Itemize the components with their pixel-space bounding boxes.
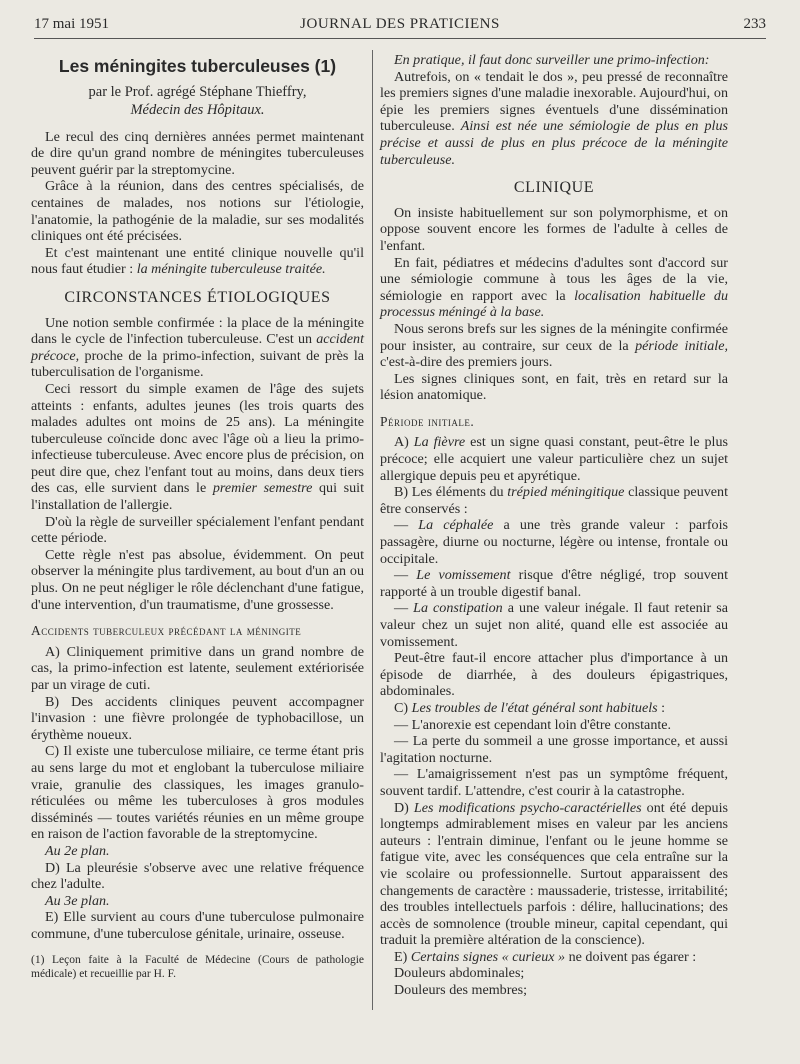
paragraph: — L'anorexie est cependant loin d'être constante. <box>394 716 672 733</box>
paragraph: Le recul des cinq dernières années permet maintenant de dire qu'un grand nombre de méningites tuberculeuses peuvent guérir par la streptomycine. <box>31 128 364 178</box>
paragraph: Et c'est maintenant une entité clinique nouvelle qu'il nous faut étudier : la méningite tuberculeuse traitée. <box>31 244 364 278</box>
paragraph: Nous serons brefs sur les signes de la méningite confirmée pour insister, au contraire, sur ceux de la période initiale, c'est-à-dire des premiers jours. <box>380 320 729 371</box>
article-title: Les méningites tuberculeuses (1) <box>58 56 337 76</box>
paragraph: Une notion semble confirmée : la place de la méningite dans le cycle de l'infection tuberculeuse. C'est un accident précoce, proche de la primo-infection, suivant de près la tuberculisation de l'organisme. <box>31 314 364 381</box>
paragraph: En pratique, il faut donc surveiller une primo-infection: <box>394 52 710 68</box>
paragraph: C) Les troubles de l'état général sont habituels : <box>394 699 666 716</box>
paragraph: D) La pleurésie s'observe avec une relative fréquence chez l'adulte. <box>31 859 364 893</box>
paragraph: A) La fièvre est un signe quasi constant, peut-être le plus précoce; elle acquiert une valeur particulière chez un sujet allergique depuis peu et apyrétique. <box>380 434 729 484</box>
spacer <box>31 119 364 129</box>
paragraph: Autrefois, on « tendait le dos », peu pressé de reconnaître les premiers signes d'une maladie inexorable. Aujourd'hui, on épie les premiers signes éventuels d'une dissémination tuberculeuse. Ainsi est née une sémiologie de plus en plus précise et aussi de plus en plus précoce de la méningite tuberculeuse. <box>380 68 728 168</box>
paragraph: C) Il existe une tuberculose miliaire, ce terme étant pris au sens large du mot et englobant la tuberculose miliaire vraie, granulie des classiques, les images granulo-réticulées ou même les tuberculoses à gros modules disséminés — toutes variétés réunies en un même groupe en raison de l'action favorable de la streptomycine. <box>31 743 364 843</box>
paragraph: A) Cliniquement primitive dans un grand nombre de cas, la primo-infection est latente, seulement extériorisée par un virage de cuti. <box>31 643 364 693</box>
paragraph: D) Les modifications psycho-caractérielles ont été depuis longtemps admirablement mises en valeur par les anciens auteurs : l'entrain diminue, l'enfant ou le jeune homme se fatigue vite, avec les conséquences que cela entraîne sur la vie scolaire ou professionnelle. Surtout apparaissent des changements de caractère : maussaderie, tristesse, irritabilité; des troubles intellectuels parfois : délire, hallucinations; des accès de somnolence (trouble mineur, capital cependant, qui traduit la première altération de la conscience). <box>380 799 728 949</box>
paragraph: Peut-être faut-il encore attacher plus d'importance à un épisode de diarrhée, à des douleurs épigastriques, abdominales. <box>380 650 728 700</box>
paragraph: Les signes cliniques sont, en fait, très en retard sur la lésion anatomique. <box>380 370 728 404</box>
subheading-periode-initiale: Période initiale. <box>380 413 475 429</box>
paragraph: — L'amaigrissement n'est pas un symptôme fréquent, souvent tardif. L'attendre, c'est courir à la catastrophe. <box>380 766 728 799</box>
paragraph: En fait, pédiatres et médecins d'adultes sont d'accord sur une sémiologie commune à tous les âges de la vie, sémiologie en rapport avec la localisation habituelle du processus méningé à la base. <box>380 254 729 321</box>
paragraph: Grâce à la réunion, dans des centres spécialisés, de centaines de malades, nos notions sur l'étiologie, l'anatomie, la pathogénie de la maladie, sur ses modalités cliniques ont été précisées. <box>31 178 364 245</box>
section-heading-etiologie: CIRCONSTANCES ÉTIOLOGIQUES <box>64 288 331 306</box>
paragraph: E) Certains signes « curieux » ne doivent pas égarer : <box>394 948 697 965</box>
subheading-accidents: Accidents tuberculeux précédant la méningite <box>31 623 302 639</box>
paragraph: — La constipation a une valeur inégale. Il faut retenir sa valeur chez un sujet non alité, quand elle est associée au vomissement. <box>380 600 729 650</box>
header-page-number: 233 <box>743 16 766 32</box>
paragraph: D'où la règle de surveiller spécialement l'enfant pendant cette période. <box>31 513 364 547</box>
paragraph: B) Les éléments du trépied méningitique classique peuvent être conservés : <box>380 484 729 517</box>
section-heading-clinique: CLINIQUE <box>513 179 595 197</box>
right-column <box>380 52 728 999</box>
header-journal-title: JOURNAL DES PRATICIENS <box>300 16 500 32</box>
column-divider <box>372 50 373 1010</box>
footnote: (1) Leçon faite à la Faculté de Médecine (Cours de pathologie médicale) et recueillie par H. F. <box>31 953 364 980</box>
paragraph: B) Des accidents cliniques peuvent accompagner l'invasion : une fièvre prolongée de typhobacillose, un érythème noueux. <box>31 693 364 743</box>
paragraph: — La perte du sommeil a une grosse importance, et aussi l'agitation nocturne. <box>380 733 728 766</box>
byline-author: par le Prof. agrégé Stéphane Thieffry, <box>88 83 307 100</box>
plan-label: Au 3e plan. <box>45 892 110 909</box>
header-date: 17 mai 1951 <box>34 16 109 32</box>
paragraph: Ceci ressort du simple examen de l'âge des sujets atteints : enfants, adultes jeunes (les trois quarts des malades adultes ont moins de 25 ans). La méningite tuberculeuse coïncide donc avec l'âge où a lieu la primo-infectieuse tuberculeuse. Avec encore plus de précision, on peut dire que, chez l'enfant tout au moins, dans deux tiers des cas, elle survient dans le premier semestre qui suit l'installation de l'allergie. <box>31 380 365 514</box>
paragraph: E) Elle survient au cours d'une tuberculose pulmonaire commune, d'une tuberculose génitale, urinaire, osseuse. <box>31 909 364 942</box>
paragraph: — La céphalée a une très grande valeur : parfois passagère, diurne ou nocturne, légère ou intense, frontale ou occipitale. <box>380 517 728 567</box>
byline-affiliation: Médecin des Hôpitaux. <box>130 101 265 118</box>
paragraph: On insiste habituellement sur son polymorphisme, et on oppose souvent encore les formes de l'adulte à celles de l'enfant. <box>380 204 728 254</box>
paragraph: — Le vomissement risque d'être négligé, trop souvent rapporté à un trouble digestif banal. <box>380 567 728 600</box>
list-item: Douleurs des membres; <box>394 982 528 999</box>
plan-label: Au 2e plan. <box>45 842 110 859</box>
paragraph: Cette règle n'est pas absolue, évidemment. On peut observer la méningite plus tardivement, au bout d'un an ou plus. On ne peut négliger le rôle déclenchant d'une fatigue, d'une intervention, d'un traumatisme, d'une grossesse. <box>31 546 364 613</box>
list-item: Douleurs abdominales; <box>394 965 525 982</box>
running-header <box>34 14 766 39</box>
left-column <box>31 52 364 981</box>
